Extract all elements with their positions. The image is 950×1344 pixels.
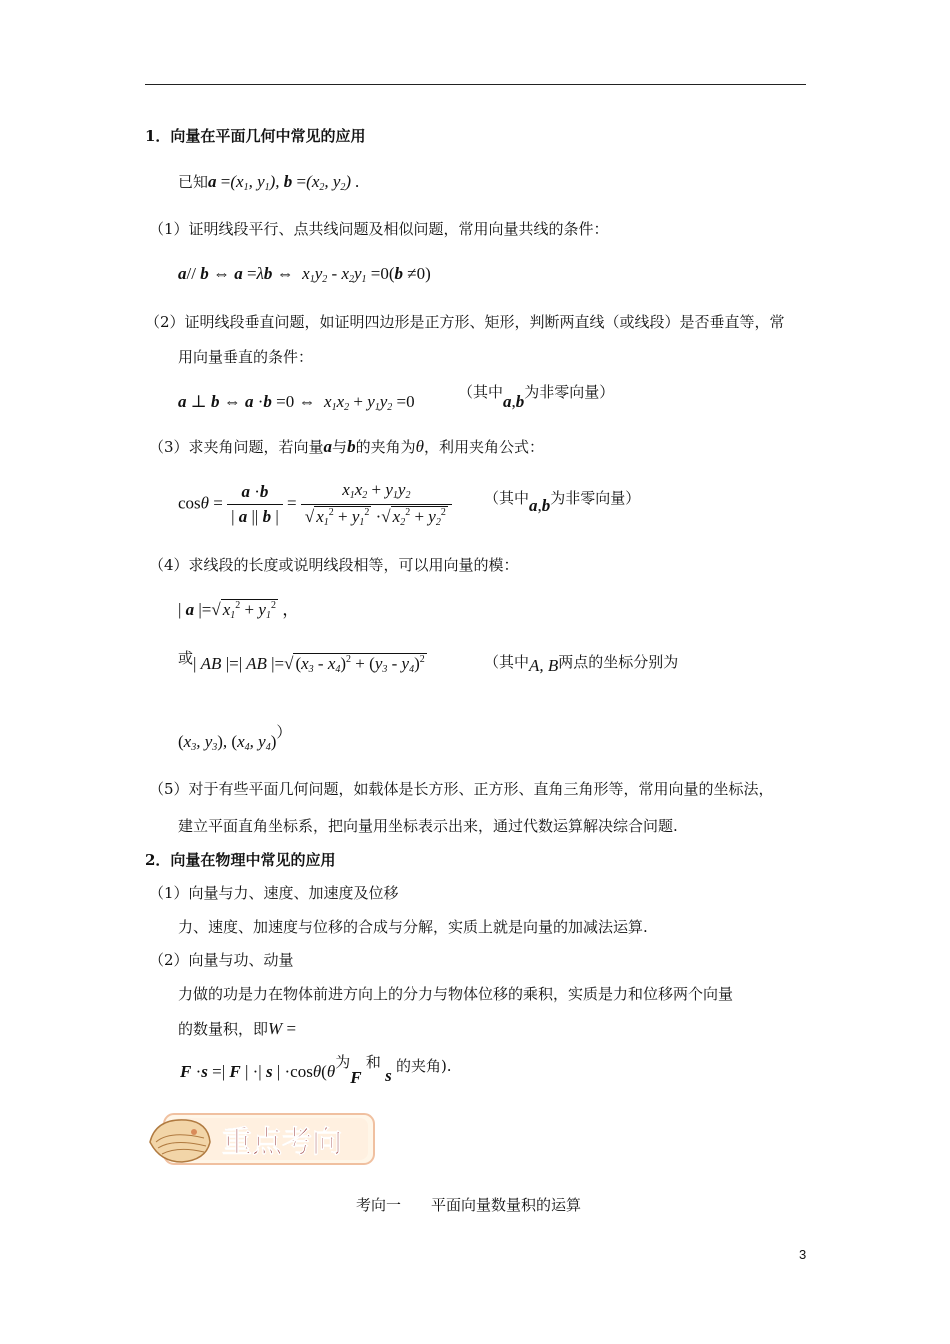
- item-5-line2: 建立平面直角坐标系，把向量用坐标表示出来，通过代数运算解决综合问题.: [178, 817, 678, 835]
- item-2-1: （1）向量与力、速度、加速度及位移: [149, 884, 399, 902]
- item-2-perpendicular-line2: 用向量垂直的条件：: [178, 348, 314, 366]
- item-3-angle: （3）求夹角问题，若向量a与b的夹角为θ，利用夹角公式：: [149, 437, 544, 456]
- distance-note: （其中A, B两点的坐标分别为: [484, 653, 679, 675]
- item-2-2: （2）向量与功、动量: [149, 951, 294, 969]
- header-rule: [145, 84, 806, 85]
- item-3-text-d: ，利用夹角公式：: [423, 438, 544, 456]
- section-1-heading: 1．向量在平面几何中常见的应用: [145, 127, 366, 145]
- cosine-note: （其中a,b为非零向量）: [484, 489, 641, 515]
- intro-line: [178, 172, 360, 194]
- section-2-heading: 2．向量在物理中常见的应用: [145, 851, 336, 869]
- key-points-banner: [146, 1108, 378, 1168]
- perpendicular-note: （其中a,b为非零向量）: [458, 383, 615, 411]
- perpendicular-formula: a ⊥ b ⇔ a ·b =0 ⇔ $x_1x_2 + y_1y_2 =0$: [178, 392, 415, 413]
- modulus-formula: | a |=√ $x_1^2 + y_1^2$ ，: [178, 600, 300, 621]
- work-symbol: W =: [268, 1019, 297, 1038]
- distance-formula: | AB |=| AB |=√ $(x_3 - x_4)^2 + (y_3 - y_4)^2$: [193, 654, 425, 675]
- cosine-formula: cosθ = $\frac{a \cdot b}{| a || b |}$ = $\frac{x_1x_2 + y_1y_2}{√ x_1^2 + y_1^2 \cdot√ x_2^2 + y_2^2}$: [178, 480, 452, 529]
- work-text-a: 为: [335, 1053, 351, 1071]
- item-4-length: （4）求线段的长度或说明线段相等，可以用向量的模：: [149, 556, 519, 574]
- item-2-1-text: 力、速度、加速度与位移的合成与分解，实质上就是向量的加减法运算.: [178, 918, 648, 936]
- or-text: 或: [178, 649, 194, 667]
- item-2-2-line2: [178, 1019, 296, 1039]
- item-3-text-a: （3）求夹角问题，若向量: [149, 438, 324, 456]
- note-suffix: 为非零向量）: [524, 383, 615, 401]
- item-2-perpendicular-line1: （2）证明线段垂直问题，如证明四边形是正方形、矩形，判断两直线（或线段）是否垂直等，常: [145, 313, 785, 331]
- work-text-c: 的夹角).: [395, 1057, 452, 1075]
- shell-icon: [150, 1120, 210, 1162]
- cos-note-prefix: （其中: [484, 489, 530, 507]
- subheading-direction-1: 考向一 平面向量数量积的运算: [356, 1196, 582, 1214]
- item-5-line1: （5）对于有些平面几何问题，如载体是长方形、正方形、直角三角形等，常用向量的坐标法，: [149, 780, 774, 798]
- banner-text: 重点考向: [222, 1125, 342, 1160]
- coordinates-close: ）: [276, 723, 292, 741]
- intro-formula: $a =(x_1$, $y_1$), $b =(x_2$, $y_2$) .: [208, 172, 360, 193]
- note-prefix: （其中: [458, 383, 504, 401]
- intro-text: 已知: [178, 173, 209, 191]
- cos-fraction-coordinates: $\frac{x_1x_2 + y_1y_2}{√ x_1^2 + y_1^2 \cdot√ x_2^2 + y_2^2}$: [301, 480, 452, 529]
- cos-note-suffix: 为非零向量）: [550, 489, 641, 507]
- parallel-formula: a// b ⇔ a =λb ⇔ $x_1y_2 - x_2y_1 =0(b \ne 0)$: [178, 264, 431, 285]
- distance-note-a: （其中: [484, 653, 530, 671]
- item-1-parallel: （1）证明线段平行、点共线问题及相似问题，常用向量共线的条件：: [149, 220, 609, 238]
- item-2-2-line1: 力做的功是力在物体前进方向上的分力与物体位移的乘积，实质是力和位移两个向量: [178, 985, 734, 1003]
- work-formula: F ·s =| F | ·| s | ·cosθ(θ为F 和 s 的夹角).: [180, 1053, 452, 1087]
- item-3-text-b: 与: [332, 438, 348, 456]
- coordinates-line: ($x_3$, $y_3$), ($x_4$, $y_4$)）: [178, 723, 292, 753]
- distance-line: [178, 649, 427, 676]
- distance-note-b: 两点的坐标分别为: [558, 653, 679, 671]
- item-2-2-line2-text: 的数量积，即: [178, 1020, 269, 1038]
- page-number: 3: [799, 1247, 807, 1262]
- banner-graphic: [146, 1108, 378, 1168]
- item-3-text-c: 的夹角为: [355, 438, 416, 456]
- cos-fraction-vectors: $\frac{a \cdot b}{| a || b |}$: [227, 482, 283, 528]
- work-text-b: 和: [365, 1053, 381, 1071]
- note-vectors: a: [503, 392, 512, 411]
